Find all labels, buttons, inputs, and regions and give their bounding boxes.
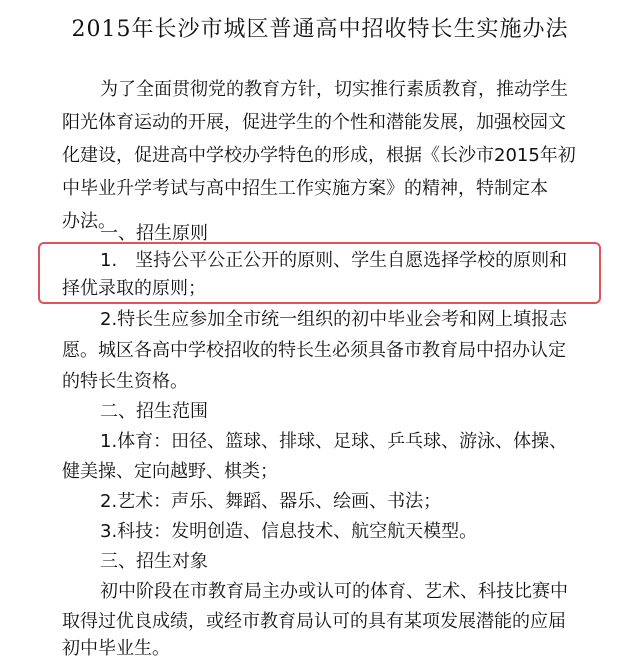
scope-tech-line: 3.科技：发明创造、信息技术、航空航天模型。 <box>100 521 478 542</box>
intro-line-4: 中毕业升学考试与高中招生工作实施方案》的精神，特制定本 <box>62 178 548 199</box>
intro-line-3: 化建设，促进高中学校办学特色的形成，根据《长沙市2015年初 <box>62 145 576 166</box>
intro-line-5: 办法。 <box>62 211 116 232</box>
scope-sports-line-1: 1.体育：田径、篮球、排球、足球、乒乓球、游泳、体操、 <box>100 431 568 452</box>
section-heading-principles: 一、招生原则 <box>100 223 208 244</box>
document-title: 2015年长沙市城区普通高中招收特长生实施办法 <box>71 17 569 42</box>
targets-line-3: 初中毕业生。 <box>62 638 170 659</box>
intro-line-1: 为了全面贯彻党的教育方针，切实推行素质教育，推动学生 <box>100 79 568 100</box>
targets-line-2: 取得过优良成绩，或经市教育局认可的具有某项发展潜能的应届 <box>62 611 566 632</box>
principle-2-line-2: 愿。城区各高中学校招收的特长生必须具备市教育局中招办认定 <box>62 340 566 361</box>
section-heading-scope: 二、招生范围 <box>100 401 208 422</box>
scope-sports-line-2: 健美操、定向越野、棋类； <box>62 461 278 482</box>
scope-arts-line: 2.艺术：声乐、舞蹈、器乐、绘画、书法； <box>100 491 442 512</box>
principle-1-line-2: 择优录取的原则； <box>62 278 206 299</box>
principle-2-line-3: 的特长生资格。 <box>62 371 188 392</box>
intro-line-2: 阳光体育运动的开展，促进学生的个性和潜能发展，加强校园文 <box>62 112 566 133</box>
principle-1-line-1: 1. 坚持公平公正公开的原则、学生自愿选择学校的原则和 <box>100 250 568 271</box>
section-heading-targets: 三、招生对象 <box>100 551 208 572</box>
targets-line-1: 初中阶段在市教育局主办或认可的体育、艺术、科技比赛中 <box>100 581 568 602</box>
principle-2-line-1: 2.特长生应参加全市统一组织的初中毕业会考和网上填报志 <box>100 309 568 330</box>
